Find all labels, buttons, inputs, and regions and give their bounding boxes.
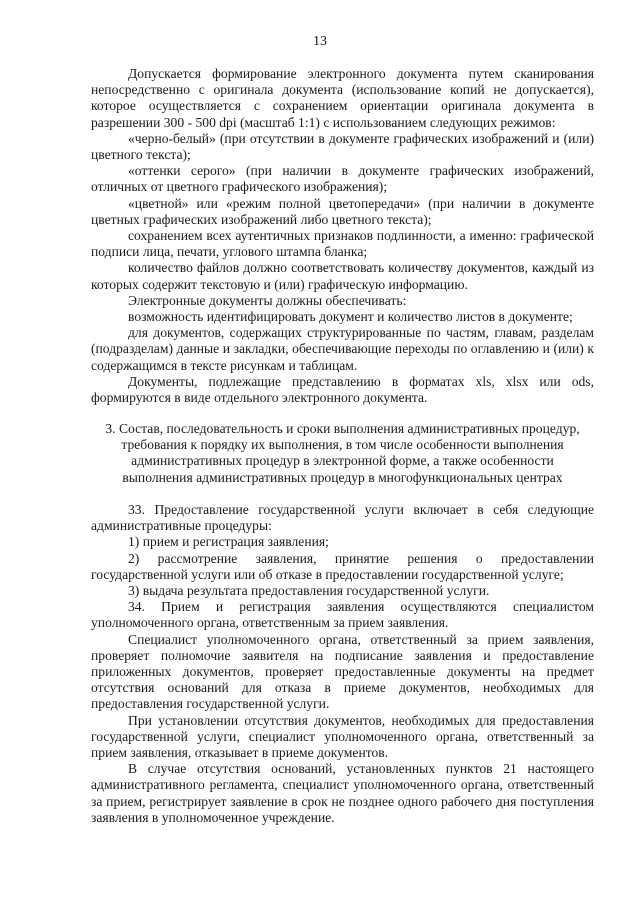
paragraph: «черно-белый» (при отсутствии в документе графических изображений и (или) цветного текста); (91, 130, 594, 163)
body-text-bottom (91, 502, 594, 826)
paragraph: 33. Предоставление государственной услуги включает в себя следующие административные процедуры: (91, 502, 594, 534)
paragraph: Допускается формирование электронного документа путем сканирования непосредственно с оригинала документа (использование копий не допускается), которое осуществляется с сохранением ориентации оригинала документа в разрешении 300 - 500 dpi (масштаб 1:1) с использованием следующих режимов: (91, 66, 594, 130)
paragraph: сохранением всех аутентичных признаков подлинности, а именно: графической подписи лица, печати, углового штампа бланка; (91, 228, 594, 260)
paragraph: В случае отсутствия оснований, установленных пунктов 21 настоящего административного регламента, специалист уполномоченного органа, ответственный за прием, регистрирует заявление в срок не позднее одного рабочего дня поступления заявления в уполномоченное учреждение. (91, 761, 594, 825)
paragraph: При установлении отсутствия документов, необходимых для предоставления государственной услуги, специалист уполномоченного органа, ответственный за прием заявления, отказывает в приеме документов. (91, 712, 594, 761)
paragraph: для документов, содержащих структурированные по частям, главам, разделам (подразделам) данные и закладки, обеспечивающие переходы по оглавлению и (или) к содержащимся в тексте рисункам и таблицам. (91, 325, 594, 373)
paragraph: 34. Прием и регистрация заявления осуществляются специалистом уполномоченного органа, ответственным за прием заявления. (91, 599, 594, 631)
section-heading-line: выполнения административных процедур в многофункциональных центрах (122, 469, 563, 485)
section-heading-line: 3. Состав, последовательность и сроки выполнения административных процедур, (105, 421, 580, 436)
paragraph: «цветной» или «режим полной цветопередачи» (при наличии в документе цветных графических изображений либо цветного текста); (91, 195, 594, 227)
paragraph: Документы, подлежащие представлению в форматах xls, xlsx или ods, формируются в виде отдельного электронного документа. (91, 373, 594, 406)
paragraph: Специалист уполномоченного органа, ответственный за прием заявления, проверяет полномочие заявителя на подписание заявления и предоставление приложенных документов, проверяет предоставленные документы на предмет отсутствия оснований для отказа в приеме документов, необходимых для предоставления государственной услуги. (91, 631, 594, 712)
page-number: 13 (313, 34, 327, 49)
paragraph: количество файлов должно соответствовать количеству документов, каждый из которых содержит текстовую и (или) графическую информацию. (91, 260, 594, 292)
section-heading (91, 421, 594, 486)
paragraph: 3) выдача результата предоставления государственной услуги. (128, 583, 490, 599)
section-heading-line: административных процедур в электронной форме, а также особенности (131, 453, 554, 469)
section-heading-line: требования к порядку их выполнения, в том числе особенности выполнения (121, 437, 564, 453)
paragraph: возможность идентифицировать документ и количество листов в документе; (128, 309, 573, 325)
paragraph: «оттенки серого» (при наличии в документе графических изображений, отличных от цветного графического изображения); (91, 163, 594, 195)
paragraph: 1) прием и регистрация заявления; (128, 534, 329, 550)
paragraph: 2) рассмотрение заявления, принятие решения о предоставлении государственной услуги или об отказе в предоставлении государственной услуге; (91, 550, 594, 582)
paragraph: Электронные документы должны обеспечивать: (128, 292, 407, 308)
body-text-top (91, 66, 594, 406)
